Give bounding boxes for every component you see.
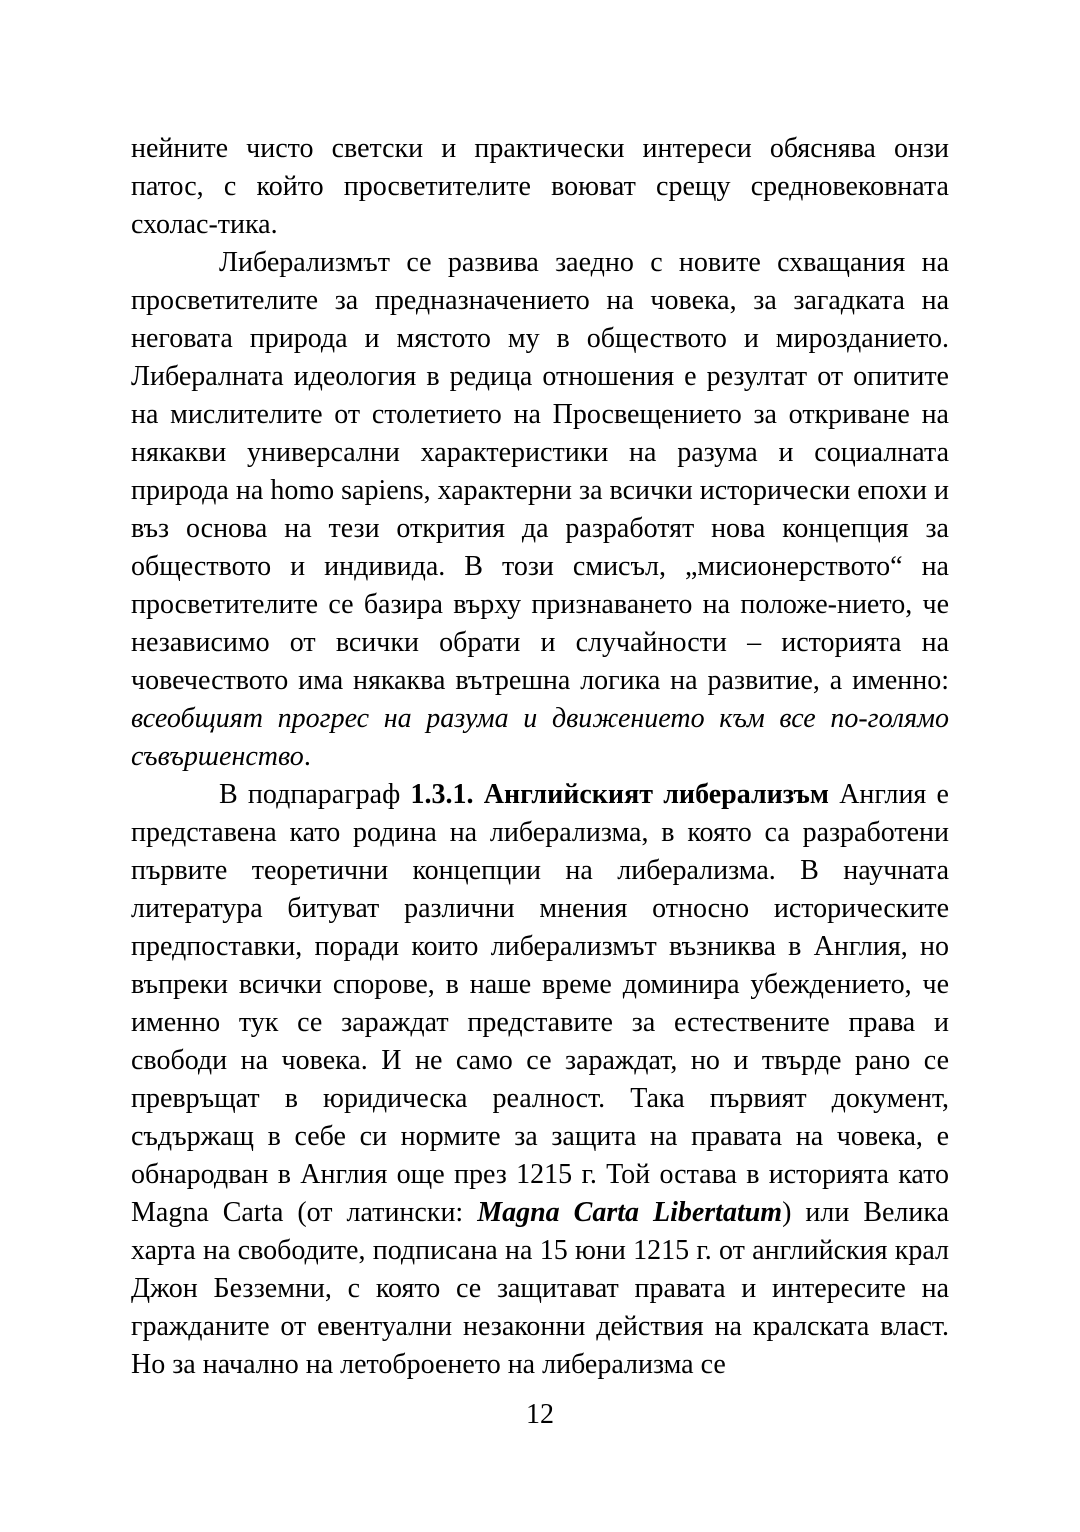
text-run: 1.3.1. Английският либерализъм: [410, 779, 829, 810]
page-number: 12: [526, 1399, 554, 1430]
paragraph: [131, 130, 949, 244]
paragraph: [131, 244, 949, 776]
text-run: нейните чисто светски и практически интереси обяснява онзи патос, с който просветителите воюват срещу средновековната схолас-тика.: [131, 133, 949, 240]
text-run: Magna Carta Libertatum: [477, 1197, 783, 1228]
text-run: Либерализмът се развива заедно с новите схващания на просветителите за предназначението на човека, за загадката на неговата природа и мястото му в обществото и мирозданието. Либералната идеология в редица отношения е резултат от опитите на мислителите от столетието на Просвещението за откриване на някакви универсални характеристики на разума и социалната природа на homo sapiens, характерни за всички исторически епохи и въз основа на тези открития да разработят нова концепция за обществото и индивида. В този смисъл, „мисионерството“ на просветителите се базира върху признаването на положе-нието, че независимо от всички обрати и случайности – историята на човечеството има някаква вътрешна логика на развитие, а именно:: [131, 247, 949, 696]
paragraph: [131, 776, 949, 1384]
text-run: всеобщият прогрес на разума и движението към все по-голямо съвършенство: [131, 703, 949, 772]
text-run: ) или Велика харта на свободите, подписана на 15 юни 1215 г. от английския крал Джон Безземни, с която се защитават правата и интересите на гражданите от евентуални незаконни действия на кралската власт. Но за начално на летоброенето на либерализма се: [131, 1197, 949, 1380]
page-body: [131, 130, 949, 1384]
text-run: .: [303, 741, 311, 772]
text-run: В подпараграф: [219, 779, 411, 810]
text-run: Англия е представена като родина на либерализма, в която са разработени първите теоретични концепции на либерализма. В научната литература битуват различни мнения относно историческите предпоставки, поради които либерализмът възниква в Англия, но въпреки всички спорове, в наше време доминира убеждението, че именно тук се зараждат представите за естествените права и свободи на човека. И не само се зараждат, но и твърде рано се превръщат в юридическа реалност. Така първият документ, съдържащ в себе си нормите за защита на правата на човека, е обнародван в Англия още през 1215 г. Той остава в историята като Magna Carta (от латински:: [131, 779, 949, 1228]
